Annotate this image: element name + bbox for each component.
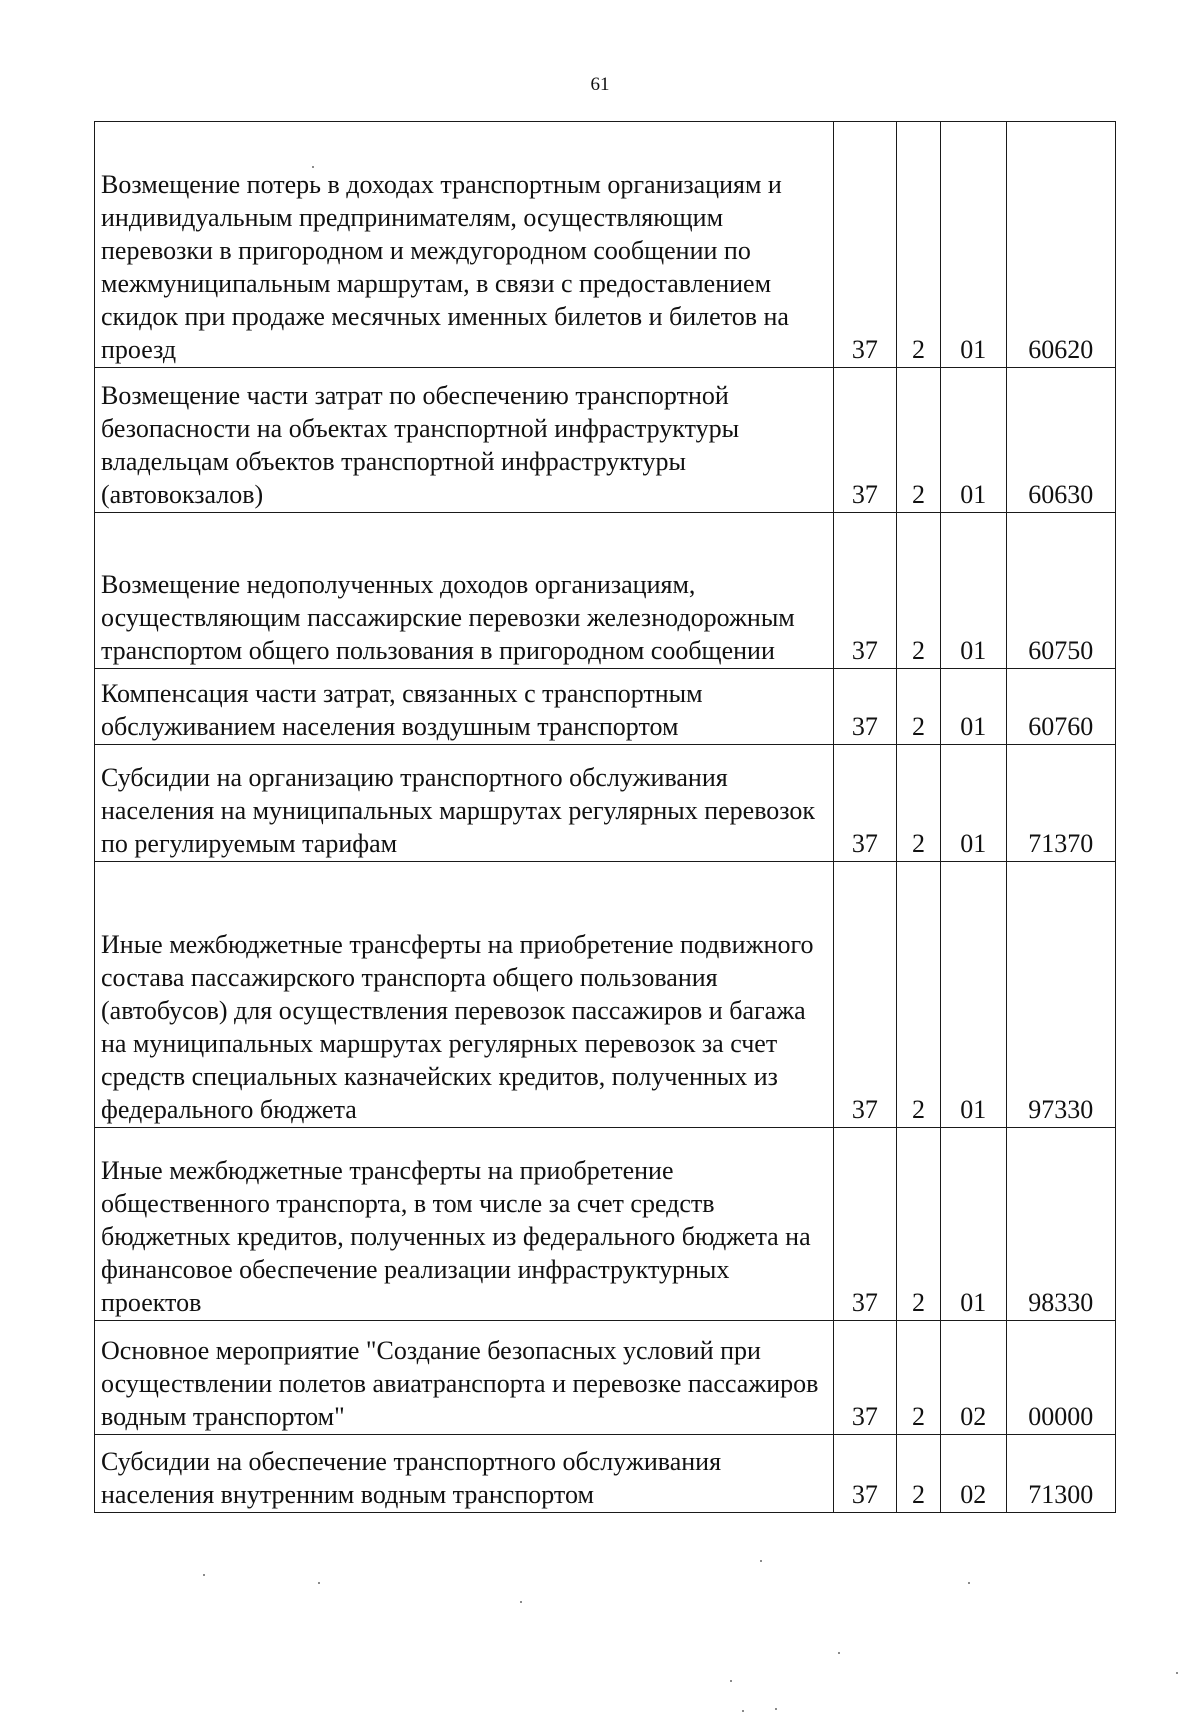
item-name-cell (95, 862, 834, 1128)
program-code: 37 (833, 1435, 896, 1513)
direction-code: 71300 (1006, 1435, 1115, 1513)
item-name-cell (95, 1321, 834, 1435)
item-name: Возмещение потерь в доходах транспортным организациям и индивидуальным предпринимателям, осуществляющим перевозки в пригородном и междугородном сообщении по межмуниципальным маршрутам, в связи с предоставлением скидок при продаже месячных именных билетов и билетов на проезд (101, 170, 789, 364)
program-code: 37 (833, 745, 896, 862)
direction-code: 60630 (1006, 368, 1115, 513)
table-row (95, 1128, 1116, 1321)
direction-code: 00000 (1006, 1321, 1115, 1435)
item-name-cell (95, 1435, 834, 1513)
direction-code: 60750 (1006, 513, 1115, 669)
direction-code: 60620 (1006, 122, 1115, 368)
subprogram-code: 2 (897, 669, 941, 745)
activity-code: 01 (940, 669, 1006, 745)
page-number: 61 (590, 74, 610, 95)
activity-code: 01 (940, 1128, 1006, 1321)
direction-code: 60760 (1006, 669, 1115, 745)
subprogram-code: 2 (897, 862, 941, 1128)
program-code: 37 (833, 122, 896, 368)
subprogram-code: 2 (897, 1321, 941, 1435)
item-name-cell (95, 368, 834, 513)
program-code: 37 (833, 1321, 896, 1435)
activity-code: 01 (940, 862, 1006, 1128)
activity-code: 02 (940, 1321, 1006, 1435)
item-name: Иные межбюджетные трансферты на приобретение подвижного состава пассажирского транспорта общего пользования (автобусов) для осуществления перевозок пассажиров и багажа на муниципальных маршрутах регулярных перевозок за счет средств специальных казначейских кредитов, полученных из федерального бюджета (101, 930, 814, 1124)
table-row (95, 368, 1116, 513)
activity-code: 01 (940, 745, 1006, 862)
activity-code: 01 (940, 368, 1006, 513)
subprogram-code: 2 (897, 745, 941, 862)
program-code: 37 (833, 669, 896, 745)
activity-code: 01 (940, 122, 1006, 368)
table-row (95, 1321, 1116, 1435)
direction-code: 98330 (1006, 1128, 1115, 1321)
program-code: 37 (833, 862, 896, 1128)
activity-code: 01 (940, 513, 1006, 669)
item-name-cell (95, 1128, 834, 1321)
subprogram-code: 2 (897, 368, 941, 513)
item-name-cell (95, 669, 834, 745)
table-row (95, 862, 1116, 1128)
item-name-cell (95, 513, 834, 669)
item-name: Возмещение части затрат по обеспечению транспортной безопасности на объектах транспортной инфраструктуры владельцам объектов транспортной инфраструктуры (автовокзалов) (101, 381, 740, 509)
table-row (95, 669, 1116, 745)
item-name-cell (95, 122, 834, 368)
table-row (95, 1435, 1116, 1513)
subprogram-code: 2 (897, 122, 941, 368)
table-row (95, 122, 1116, 368)
direction-code: 97330 (1006, 862, 1115, 1128)
activity-code: 02 (940, 1435, 1006, 1513)
item-name: Возмещение недополученных доходов организациям, осуществляющим пассажирские перевозки железнодорожным транспортом общего пользования в пригородном сообщении (101, 570, 795, 665)
item-name: Основное мероприятие "Создание безопасных условий при осуществлении полетов авиатранспорта и перевозке пассажиров водным транспортом" (101, 1336, 819, 1431)
table-row (95, 745, 1116, 862)
program-code: 37 (833, 368, 896, 513)
item-name: Иные межбюджетные трансферты на приобретение общественного транспорта, в том числе за счет средств бюджетных кредитов, полученных из федерального бюджета на финансовое обеспечение реализации инфраструктурных проектов (101, 1156, 811, 1317)
item-name: Компенсация части затрат, связанных с транспортным обслуживанием населения воздушным транспортом (101, 679, 703, 741)
table-row (95, 513, 1116, 669)
subprogram-code: 2 (897, 513, 941, 669)
direction-code: 71370 (1006, 745, 1115, 862)
item-name-cell (95, 745, 834, 862)
subprogram-code: 2 (897, 1435, 941, 1513)
item-name: Субсидии на организацию транспортного обслуживания населения на муниципальных маршрутах регулярных перевозок по регулируемым тарифам (101, 763, 816, 858)
subprogram-code: 2 (897, 1128, 941, 1321)
budget-classification-table (94, 121, 1116, 1513)
program-code: 37 (833, 513, 896, 669)
item-name: Субсидии на обеспечение транспортного обслуживания населения внутренним водным транспортом (101, 1447, 722, 1509)
program-code: 37 (833, 1128, 896, 1321)
